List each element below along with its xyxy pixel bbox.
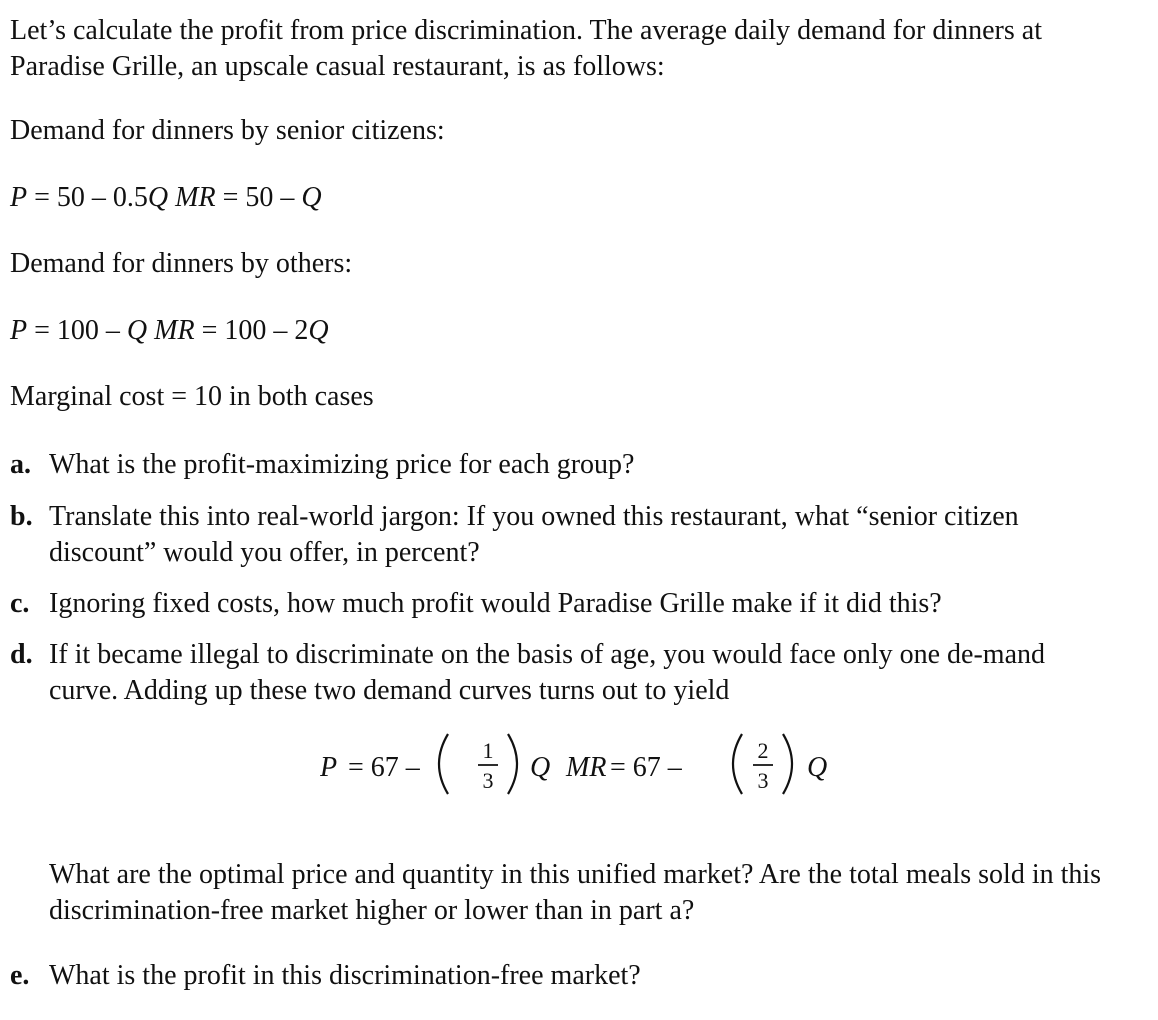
question-d-letter: d.	[10, 639, 33, 670]
unified-demand-formula-svg	[320, 722, 840, 806]
formula-den2: 3	[757, 768, 769, 793]
formula-eq1: = 67 –	[348, 752, 420, 783]
formula-q1-symbol: Q	[530, 752, 551, 783]
question-a	[10, 447, 1120, 483]
others-mr-symbol: MR	[147, 315, 195, 346]
formula-eq2: = 67 –	[610, 752, 682, 783]
question-c	[10, 586, 1120, 622]
others-p-symbol: P	[10, 315, 28, 346]
senior-demand-heading: Demand for dinners by senior citizens:	[10, 115, 445, 146]
formula-den1: 3	[482, 768, 494, 793]
formula-num1: 1	[482, 738, 494, 763]
formula-p-symbol: P	[320, 752, 338, 783]
others-demand-heading: Demand for dinners by others:	[10, 248, 353, 279]
question-d	[10, 637, 1120, 709]
senior-p-symbol: P	[10, 182, 28, 213]
senior-mr-symbol: MR	[168, 182, 216, 213]
senior-q-symbol: Q	[147, 182, 169, 213]
others-q2-symbol: Q	[308, 315, 329, 346]
question-c-text: Ignoring fixed costs, how much profit would Paradise Grille make if it did this?	[49, 588, 942, 619]
question-e-text: What is the profit in this discrimination-free market?	[49, 960, 641, 991]
intro-paragraph: Let’s calculate the profit from price discrimination. The average daily demand for dinners at Paradise Grille, an upscale casual restaurant, is as follows:	[10, 15, 1042, 82]
formula-right-paren-2	[783, 734, 792, 794]
question-b-text: Translate this into real-world jargon: If you owned this restaurant, what “senior citizen discount” would you offer, in percent?	[49, 501, 1019, 568]
unified-demand-formula	[320, 722, 840, 806]
senior-q2-symbol: Q	[301, 182, 322, 213]
others-q-symbol: Q	[126, 315, 148, 346]
formula-q2-symbol: Q	[807, 752, 828, 783]
question-b	[10, 499, 1120, 571]
others-eq-part1: = 100 –	[27, 315, 127, 346]
question-a-letter: a.	[10, 449, 31, 480]
formula-left-paren-1	[439, 734, 448, 794]
question-e-letter: e.	[10, 960, 30, 991]
others-eq-part2: = 100 – 2	[194, 315, 309, 346]
others-demand-equation	[10, 313, 1130, 349]
formula-num2: 2	[757, 738, 769, 763]
formula-right-paren-1	[508, 734, 517, 794]
senior-eq-part2: = 50 –	[215, 182, 302, 213]
formula-left-paren-2	[733, 734, 742, 794]
question-c-letter: c.	[10, 588, 30, 619]
question-d-followup: What are the optimal price and quantity in this unified market? Are the total meals sold in this discrimination-free market higher or lower than in part a?	[49, 859, 1102, 926]
senior-demand-equation	[10, 180, 1130, 216]
question-b-letter: b.	[10, 501, 33, 532]
question-d-text: If it became illegal to discriminate on the basis of age, you would face only one de-mand curve. Adding up these two demand curves turns out to yield	[49, 639, 1046, 706]
question-e	[10, 958, 1120, 994]
formula-mr-symbol: MR	[566, 752, 607, 783]
senior-eq-part1: = 50 – 0.5	[27, 182, 148, 213]
marginal-cost-line: Marginal cost = 10 in both cases	[10, 381, 374, 412]
question-a-text: What is the profit-maximizing price for each group?	[49, 449, 635, 480]
